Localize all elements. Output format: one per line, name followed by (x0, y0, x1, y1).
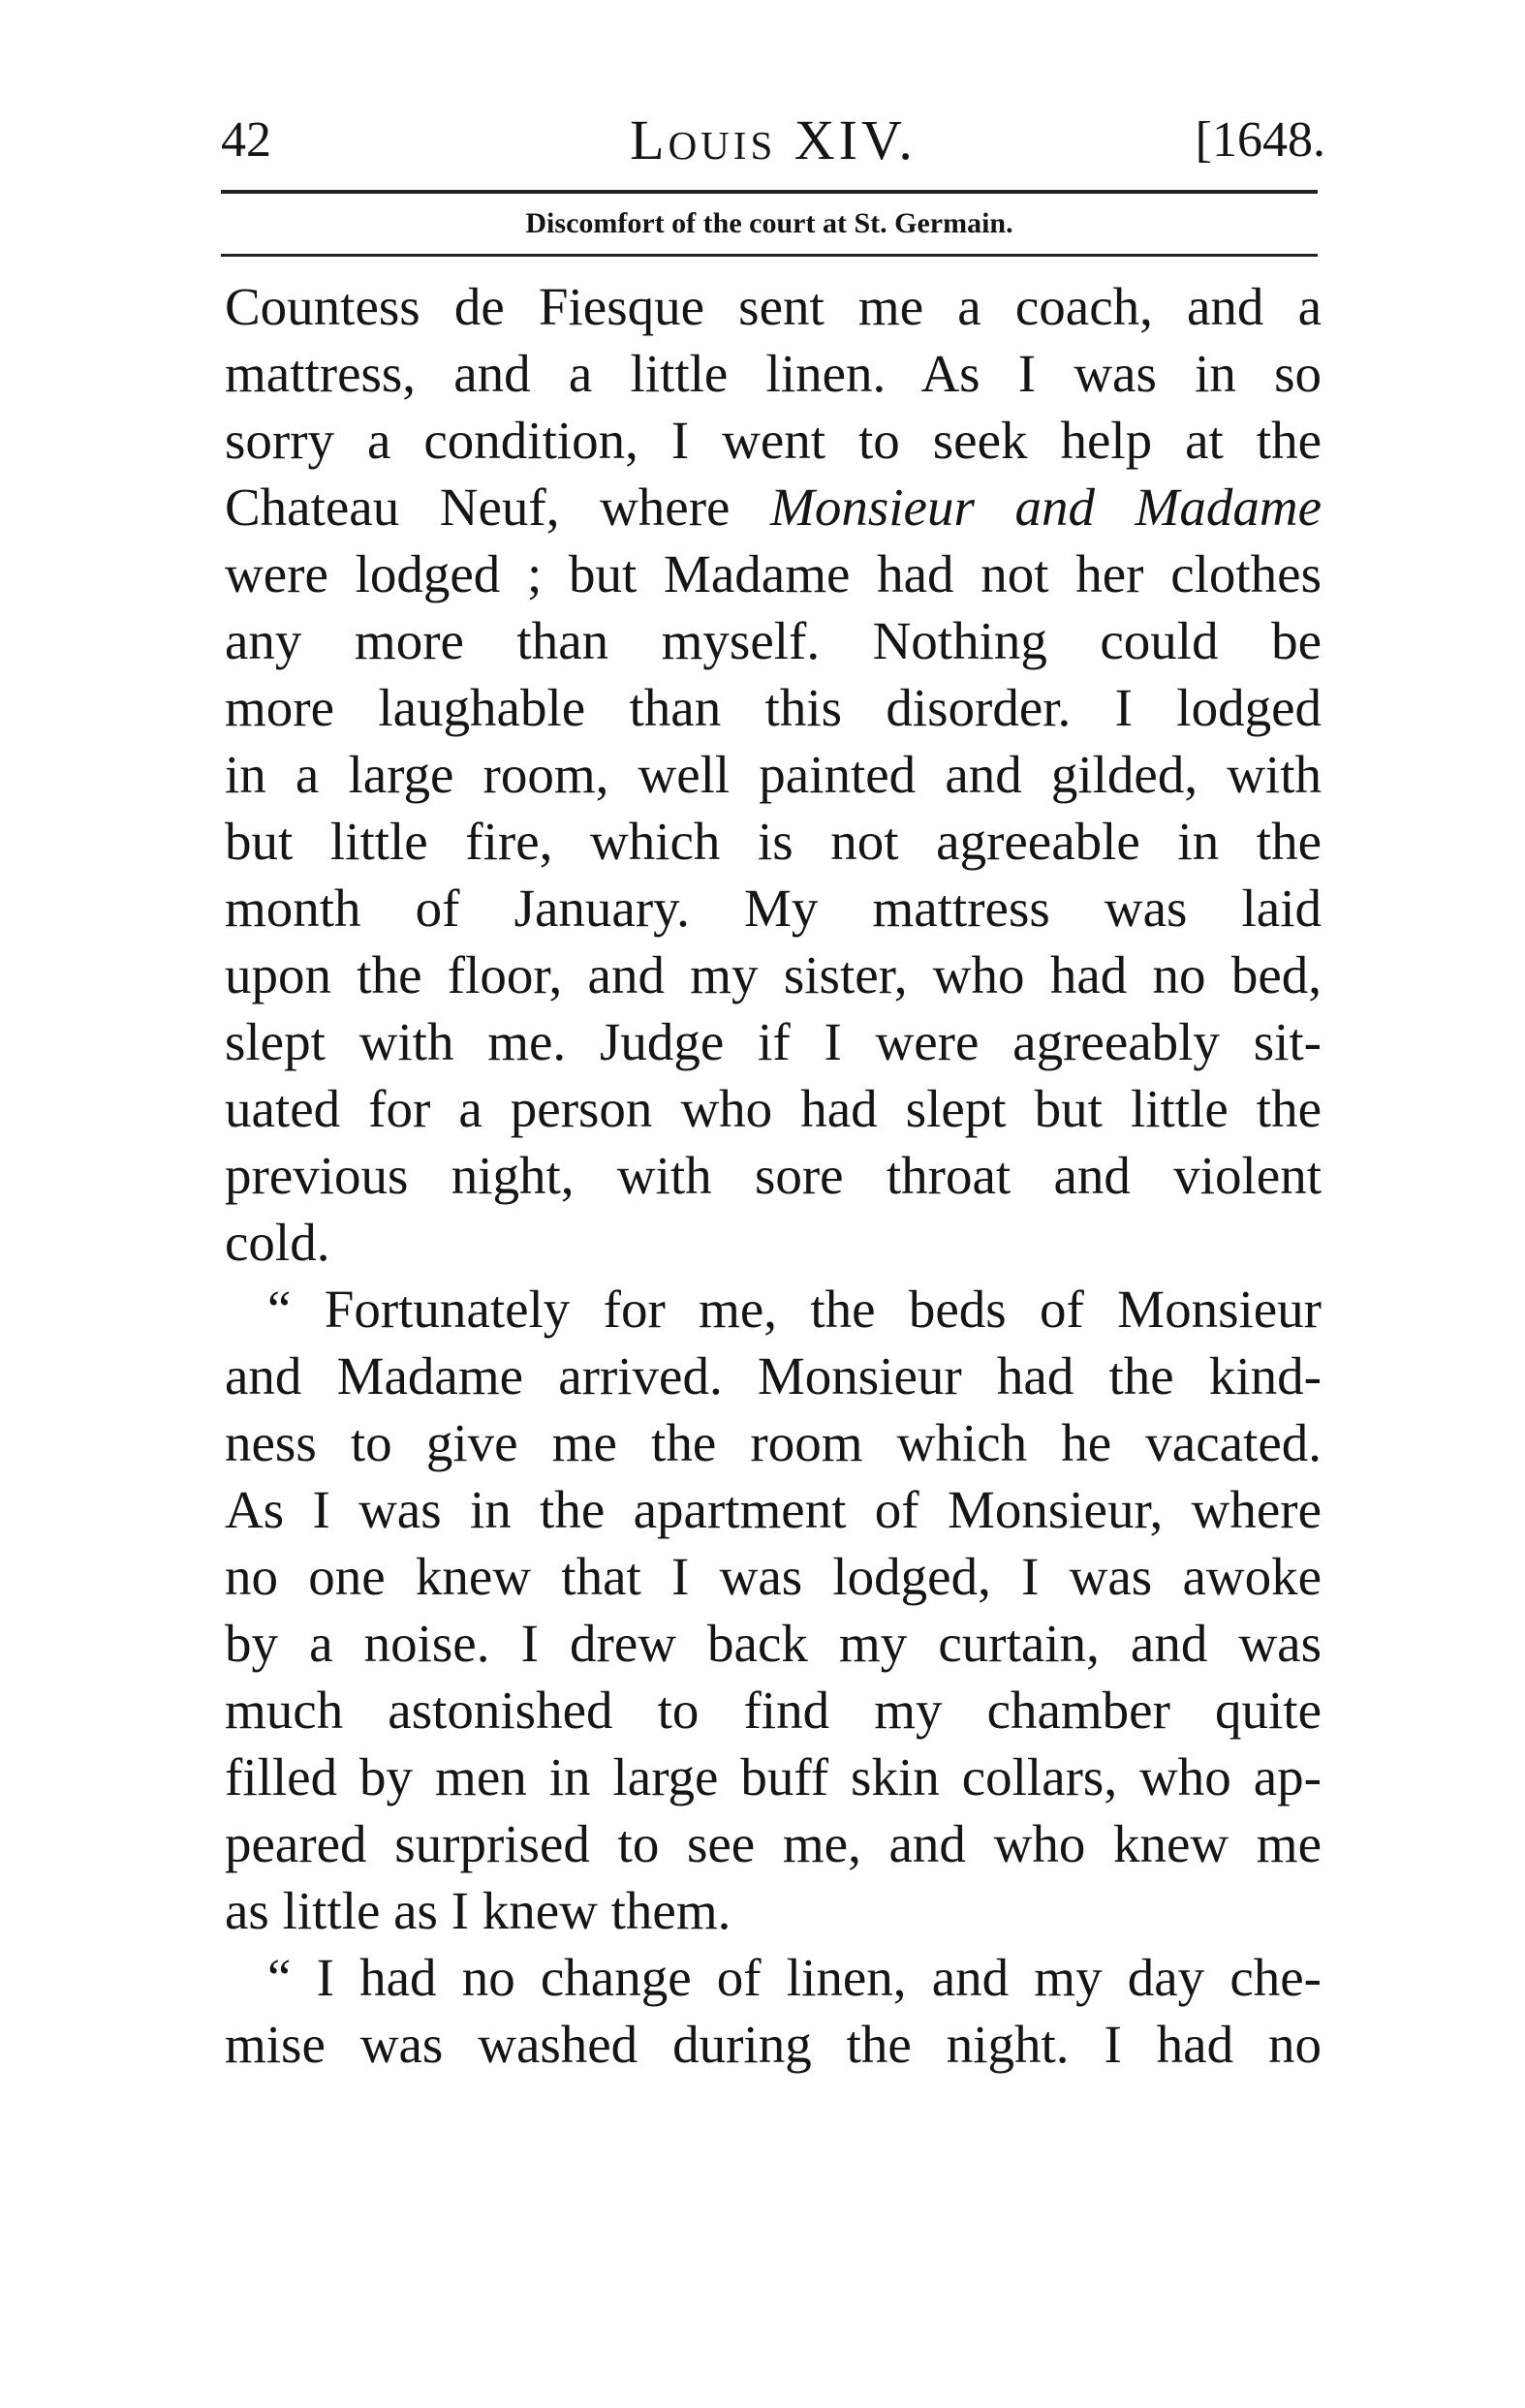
text-line: month of January. My mattress was laid (225, 879, 1322, 938)
text-line: previous night, with sore throat and violent (225, 1146, 1322, 1205)
text-line: no one knew that I was lodged, I was awoke (225, 1547, 1322, 1606)
text-line: by a noise. I drew back my curtain, and was (225, 1614, 1322, 1673)
text-line: sorry a condition, I went to seek help at the (225, 411, 1322, 470)
text-line: Countess de Fiesque sent me a coach, and a (225, 277, 1322, 336)
text-line: but little fire, which is not agreeable in the (225, 812, 1322, 871)
text-line: more laughable than this disorder. I lodged (225, 678, 1322, 737)
text-line: As I was in the apartment of Monsieur, where (225, 1480, 1322, 1539)
text-line-start: Chateau Neuf, where (225, 478, 771, 537)
text-line: “ I had no change of linen, and my day che- (267, 1948, 1322, 2007)
running-header (221, 107, 1325, 174)
text-line: were lodged ; but Madame had not her clothes (225, 544, 1322, 603)
text-line: mattress, and a little linen. As I was in so (225, 344, 1322, 403)
italic-phrase: Monsieur and Madame (770, 478, 1322, 537)
text-line (225, 474, 1322, 540)
text-line: mise was washed during the night. I had no (225, 2015, 1322, 2074)
page-number: 42 (221, 112, 271, 168)
text-line: upon the floor, and my sister, who had no bed, (225, 945, 1322, 1004)
text-line: slept with me. Judge if I were agreeably sit- (225, 1012, 1322, 1071)
header-rule-top (221, 190, 1318, 194)
year-marker: [1648. (1195, 112, 1325, 168)
text-line: any more than myself. Nothing could be (225, 611, 1322, 670)
text-line: ness to give me the room which he vacated. (225, 1413, 1322, 1472)
running-title: Louis XIV. (630, 108, 917, 171)
text-line: in a large room, well painted and gilded, with (225, 745, 1322, 804)
section-subtitle: Discomfort of the court at St. Germain. (525, 207, 1013, 239)
text-line: filled by men in large buff skin collars, who ap- (225, 1747, 1322, 1806)
text-line: as little as I knew them. (225, 1881, 731, 1940)
header-rule-bottom (221, 254, 1318, 257)
text-line: “ Fortunately for me, the beds of Monsieur (267, 1280, 1322, 1339)
text-line: uated for a person who had slept but little the (225, 1079, 1322, 1138)
text-line: peared surprised to see me, and who knew me (225, 1814, 1322, 1873)
text-line: cold. (225, 1213, 330, 1272)
body-text (225, 273, 1322, 2078)
text-line: and Madame arrived. Monsieur had the kind- (225, 1346, 1322, 1405)
text-line: much astonished to find my chamber quite (225, 1681, 1322, 1740)
